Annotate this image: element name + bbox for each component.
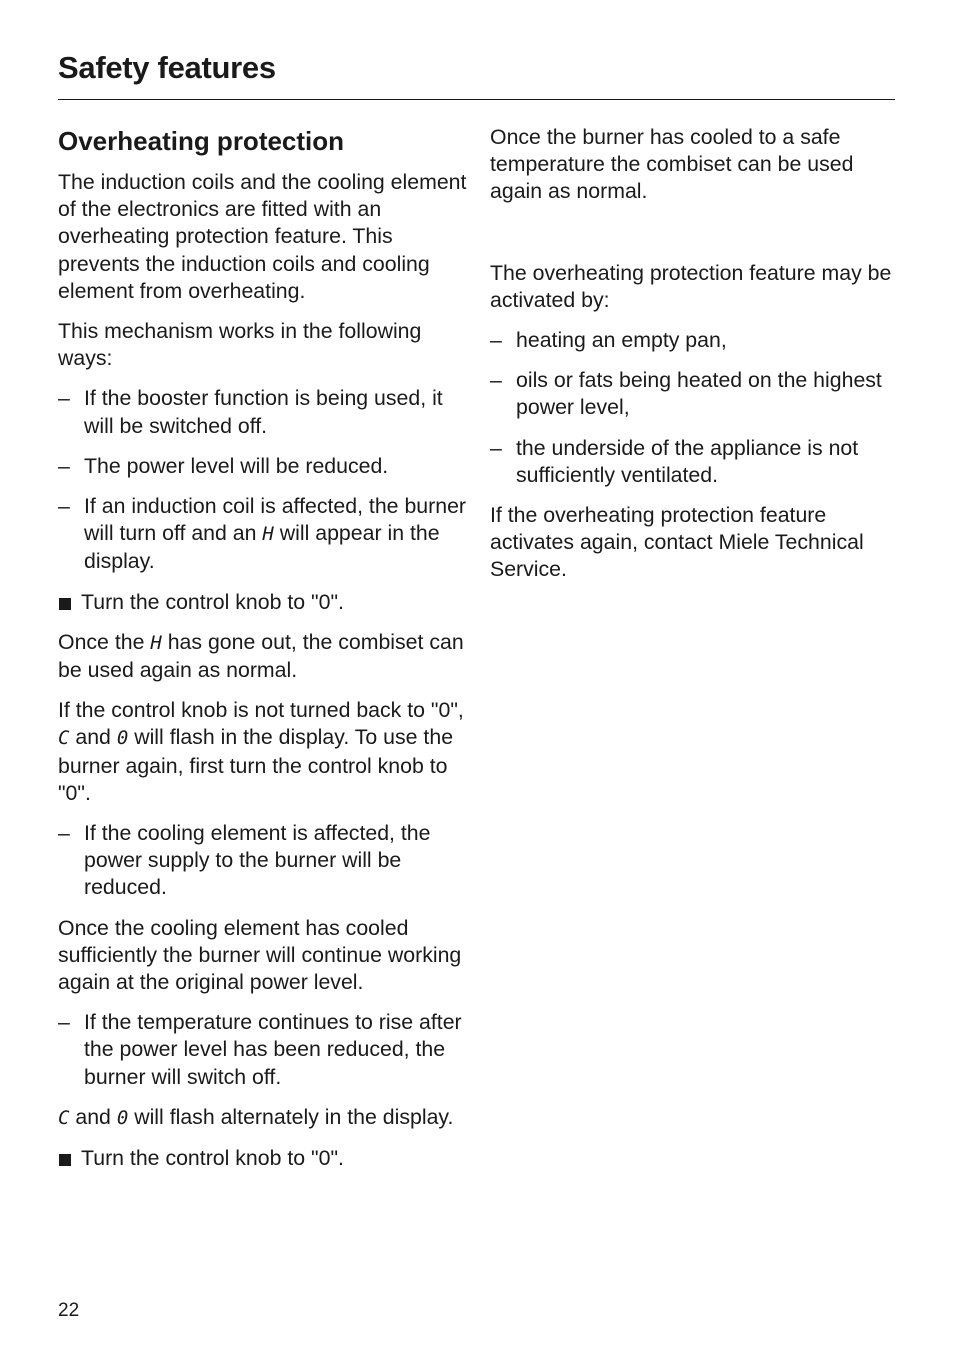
intro-paragraph: The induction coils and the cooling element of the electronics are fitted with an overheating protection feature. This prevents the induction coils and cooling element from overheating.	[58, 170, 467, 303]
action-text: Turn the control knob to "0".	[81, 1146, 344, 1171]
list-item	[58, 385, 468, 439]
text-run: has gone out, the combiset can be used again as normal.	[58, 629, 464, 683]
dash-bullet: –	[490, 435, 502, 460]
text-run: will flash in the display. To use the burner again, first turn the control knob to "0".	[58, 725, 454, 805]
list-item-text: If the temperature continues to rise after the power level has been reduced, the burner will switch off.	[84, 1010, 462, 1089]
list-item	[490, 327, 895, 354]
contact-service-paragraph: If the overheating protection feature activates again, contact Miele Technical Service.	[490, 503, 864, 582]
display-symbol-0: 0	[116, 727, 129, 750]
list-item-text: If the booster function is being used, it will be switched off.	[84, 386, 443, 438]
action-text: Turn the control knob to "0".	[81, 589, 344, 614]
list-item	[490, 367, 895, 421]
dash-bullet: –	[58, 1010, 70, 1035]
activated-by-paragraph: The overheating protection feature may be activated by:	[490, 260, 892, 312]
mechanism-paragraph: This mechanism works in the following ways:	[58, 319, 422, 371]
display-symbol-h: H	[150, 631, 162, 654]
dash-bullet: –	[58, 386, 70, 411]
text-run: and	[69, 1104, 117, 1129]
list-item-text: oils or fats being heated on the highest power level,	[516, 368, 882, 420]
left-column	[58, 124, 468, 1185]
display-symbol-c: C	[58, 1106, 70, 1129]
h-gone-paragraph	[58, 629, 468, 684]
list-item	[58, 1009, 468, 1091]
list-item-text: If the cooling element is affected, the power supply to the burner will be reduced.	[84, 821, 431, 900]
action-step	[58, 589, 468, 616]
text-run: will flash alternately in the display.	[128, 1104, 454, 1129]
dash-bullet: –	[58, 494, 70, 519]
text-run: and	[69, 725, 117, 750]
dash-bullet: –	[58, 453, 70, 478]
dash-bullet: –	[490, 368, 502, 393]
display-symbol-h: H	[262, 523, 274, 546]
cooled-paragraph: Once the cooling element has cooled sufficiently the burner will continue working again at the original power level.	[58, 915, 462, 995]
list-item	[58, 453, 468, 480]
text-run: If the control knob is not turned back to "0",	[58, 698, 464, 723]
action-step	[58, 1145, 468, 1172]
page-number: 22	[58, 1300, 80, 1321]
display-symbol-0: 0	[116, 1106, 129, 1129]
list-item-text: The power level will be reduced.	[84, 453, 389, 478]
list-item-text: If an induction coil is affected, the burner will turn off and an	[84, 494, 467, 546]
text-run: Once the	[58, 629, 151, 654]
square-bullet-icon	[59, 598, 71, 610]
list-item	[58, 820, 468, 902]
square-bullet-icon	[59, 1154, 71, 1166]
section-heading: Overheating protection	[58, 126, 345, 156]
list-item	[58, 493, 468, 576]
cooled-safe-paragraph: Once the burner has cooled to a safe temperature the combiset can be used again as normal.	[490, 125, 854, 204]
flash-alternately-paragraph	[58, 1104, 468, 1132]
header-divider	[58, 99, 895, 100]
page-title: Safety features	[58, 50, 276, 85]
list-item	[490, 435, 895, 489]
dash-bullet: –	[490, 328, 502, 353]
list-item-text: will appear in the display.	[84, 521, 440, 574]
display-symbol-c: C	[58, 727, 70, 750]
list-item-text: heating an empty pan,	[516, 328, 727, 353]
right-column	[490, 124, 895, 597]
dash-bullet: –	[58, 821, 70, 846]
list-item-text: the underside of the appliance is not sufficiently ventilated.	[516, 435, 859, 487]
knob-not-turned-paragraph	[58, 697, 468, 807]
